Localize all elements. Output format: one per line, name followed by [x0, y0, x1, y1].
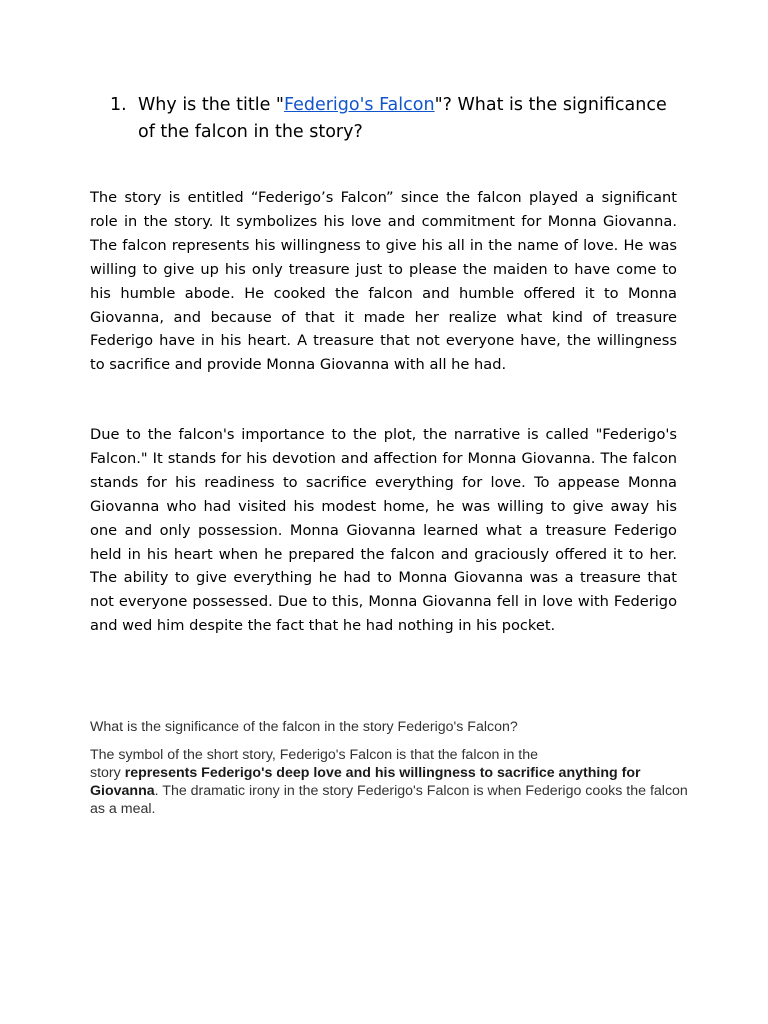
answer-paragraph-1: The story is entitled “Federigo’s Falcon” since the falcon played a significant role in the story. It symbolizes his love and commitment for Monna Giovanna. The falcon represents his willingness to give his all in the name of love. He was willing to give up his only treasure just to please the maiden to have come to his humble abode. He cooked the falcon and humble offered it to Monna Giovanna, and because of that it made her realize what kind of treasure Federigo have in his heart. A treasure that not everyone have, the willingness to sacrifice and provide Monna Giovanna with all he had. — [90, 189, 677, 374]
snippet-answer-line1: The symbol of the short story, Federigo's Falcon is that the falcon in the — [90, 747, 538, 763]
question-text-before: Why is the title " — [138, 95, 284, 115]
answer-paragraph-2: Due to the falcon's importance to the plot, the narrative is called "Federigo's Falcon." It stands for his devotion and affection for Monna Giovanna. The falcon stands for his readiness to sacrifice everything for love. To appease Monna Giovanna who had visited his modest home, he was willing to give away his one and only possession. Monna Giovanna learned what a treasure Federigo held in his heart when he prepared the falcon and graciously offered it to her. The ability to give everything he had to Monna Giovanna was a treasure that not everyone possessed. Due to this, Monna Giovanna fell in love with Federigo and wed him despite the fact that he had nothing in his pocket. — [90, 426, 677, 635]
question-list — [110, 92, 670, 146]
question-text — [138, 92, 670, 146]
federigos-falcon-link[interactable]: Federigo's Falcon — [283, 95, 435, 115]
question-item — [110, 92, 670, 146]
snippet-question: What is the significance of the falcon in the story Federigo's Falcon? — [90, 719, 518, 735]
snippet-answer-bold: represents Federigo's deep love and his willingness to sacrifice anything for Giovanna — [90, 765, 641, 799]
snippet-answer-prefix: story — [90, 765, 125, 781]
snippet-answer — [90, 746, 690, 818]
snippet-answer-suffix: . The dramatic irony in the story Federigo's Falcon is when Federigo cooks the falcon as a meal. — [90, 783, 688, 817]
question-number: 1. — [110, 95, 127, 115]
question-text-after: "? What is the significance of the falcon in the story? — [138, 95, 667, 142]
